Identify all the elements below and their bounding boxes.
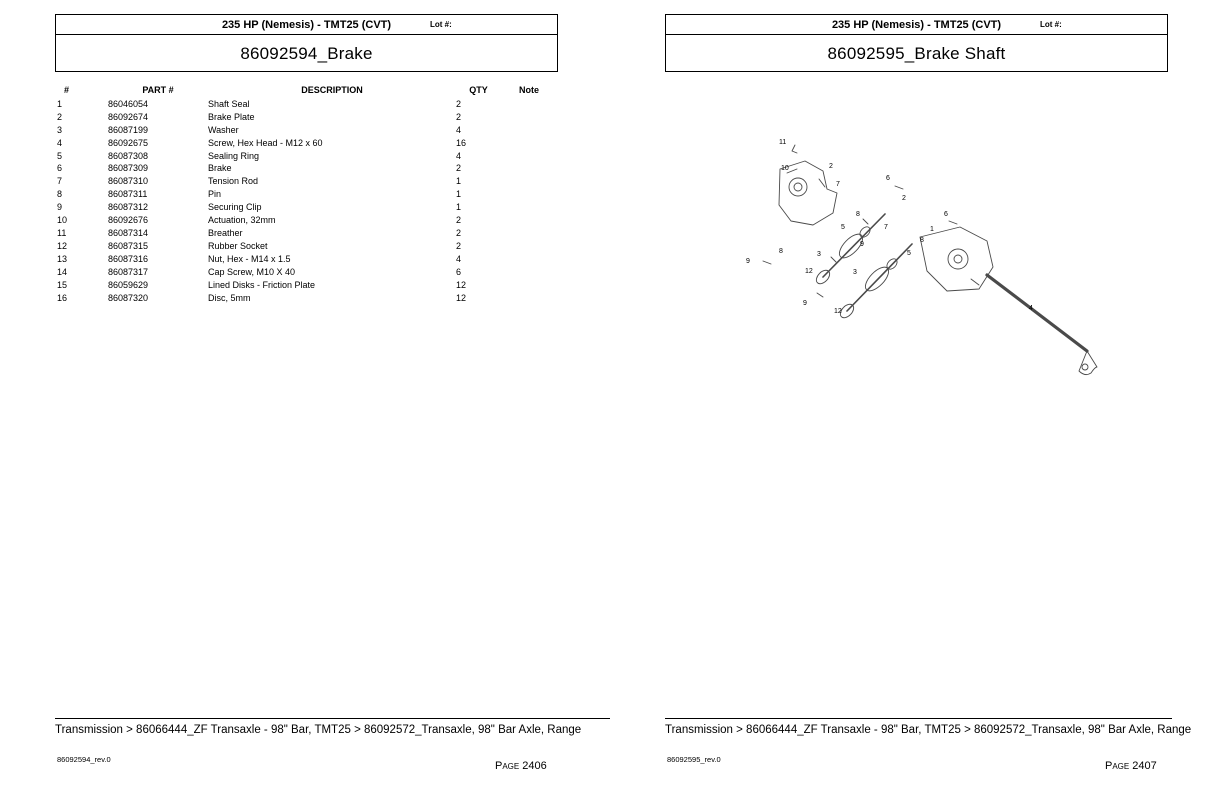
callout-label: 12	[834, 308, 842, 315]
qty: 2	[456, 240, 462, 251]
note	[501, 175, 557, 188]
page-title: 86092595_Brake Shaft	[827, 43, 1006, 63]
parts-table	[57, 84, 557, 304]
callout-label: 5	[841, 224, 845, 231]
row-number: 7	[57, 176, 63, 187]
note	[501, 162, 557, 175]
part-number: 86087315	[108, 240, 149, 251]
page-word: Page	[1105, 760, 1130, 772]
row-number: 13	[57, 253, 68, 264]
row-number: 12	[57, 240, 68, 251]
description: Actuation, 32mm	[208, 215, 276, 226]
description: Lined Disks - Friction Plate	[208, 279, 316, 290]
model-row	[666, 15, 1167, 35]
table-row	[57, 201, 557, 214]
row-number: 16	[57, 292, 68, 303]
note	[501, 150, 557, 163]
note	[501, 279, 557, 292]
revision-label: 86092594_rev.0	[57, 755, 111, 764]
description: Washer	[208, 124, 239, 135]
page-number-value: 2407	[1132, 760, 1157, 772]
description: Pin	[208, 189, 222, 200]
row-number: 10	[57, 215, 68, 226]
note	[501, 253, 557, 266]
row-number: 9	[57, 202, 63, 213]
table-row	[57, 227, 557, 240]
description: Brake	[208, 163, 232, 174]
part-number: 86087199	[108, 124, 149, 135]
callout-label: 2	[902, 195, 906, 202]
part-number: 86092676	[108, 215, 149, 226]
qty: 1	[456, 189, 462, 200]
description: Screw, Hex Head - M12 x 60	[208, 137, 323, 148]
qty: 4	[456, 124, 462, 135]
column-header-number: #	[64, 85, 70, 95]
qty: 2	[456, 227, 462, 238]
lot-label: Lot #:	[1040, 20, 1062, 29]
note	[501, 188, 557, 201]
callout-label: 1	[930, 226, 934, 233]
catalog-page-right	[665, 0, 1210, 792]
row-number: 8	[57, 189, 63, 200]
qty: 4	[456, 150, 462, 161]
callout-label: 4	[1029, 305, 1033, 312]
qty: 4	[456, 253, 462, 264]
callout-label: 10	[781, 165, 789, 172]
callout-label: 5	[907, 250, 911, 257]
description: Nut, Hex - M14 x 1.5	[208, 253, 291, 264]
part-number: 86087310	[108, 176, 149, 187]
callout-label: 8	[856, 211, 860, 218]
page-number	[1105, 760, 1157, 772]
table-row	[57, 150, 557, 163]
note	[501, 124, 557, 137]
table-row	[57, 137, 557, 150]
row-number: 3	[57, 124, 63, 135]
breadcrumb: Transmission > 86066444_ZF Transaxle - 98" Bar, TMT25 > 86092572_Transaxle, 98" Bar Axle, Range	[55, 724, 582, 736]
qty: 6	[456, 266, 462, 277]
table-row	[57, 214, 557, 227]
note	[501, 111, 557, 124]
callout-label: 3	[853, 269, 857, 276]
title-row	[56, 35, 557, 72]
description: Securing Clip	[208, 202, 262, 213]
qty: 1	[456, 176, 462, 187]
qty: 12	[456, 292, 467, 303]
page-word: Page	[495, 760, 520, 772]
qty: 2	[456, 98, 462, 109]
description: Rubber Socket	[208, 240, 268, 251]
qty: 2	[456, 215, 462, 226]
parts-table-body	[57, 98, 557, 305]
row-number: 1	[57, 98, 63, 109]
callout-label: 2	[829, 163, 833, 170]
part-number: 86087312	[108, 202, 149, 213]
row-number: 15	[57, 279, 68, 290]
qty: 1	[456, 202, 462, 213]
table-row	[57, 279, 557, 292]
table-row	[57, 240, 557, 253]
description: Tension Rod	[208, 176, 259, 187]
table-row	[57, 124, 557, 137]
part-number: 86087314	[108, 227, 149, 238]
row-number: 2	[57, 111, 63, 122]
note	[501, 214, 557, 227]
page-number-value: 2406	[522, 760, 547, 772]
callout-label: 11	[779, 139, 787, 146]
column-header-qty: QTY	[469, 85, 488, 95]
table-row	[57, 188, 557, 201]
column-header-description: DESCRIPTION	[301, 85, 363, 95]
callout-label: 3	[817, 251, 821, 258]
header-box	[55, 14, 558, 72]
callout-label: 7	[836, 181, 840, 188]
model-title: 235 HP (Nemesis) - TMT25 (CVT)	[831, 19, 1002, 31]
description: Breather	[208, 227, 243, 238]
note	[501, 240, 557, 253]
callout-label: 7	[884, 224, 888, 231]
note	[501, 292, 557, 305]
part-number: 86087317	[108, 266, 149, 277]
title-row	[666, 35, 1167, 72]
catalog-page-left	[55, 0, 611, 792]
table-row	[57, 292, 557, 305]
footer-divider	[665, 718, 1172, 719]
row-number: 5	[57, 150, 63, 161]
breadcrumb: Transmission > 86066444_ZF Transaxle - 98" Bar, TMT25 > 86092572_Transaxle, 98" Bar Axle, Range	[665, 724, 1192, 736]
description: Sealing Ring	[208, 150, 260, 161]
table-row	[57, 175, 557, 188]
part-number: 86092675	[108, 137, 149, 148]
table-row	[57, 98, 557, 111]
callout-label: 8	[779, 248, 783, 255]
model-title: 235 HP (Nemesis) - TMT25 (CVT)	[221, 19, 392, 31]
row-number: 6	[57, 163, 63, 174]
footer-divider	[55, 718, 610, 719]
table-row	[57, 266, 557, 279]
row-number: 11	[57, 227, 67, 238]
lot-label: Lot #:	[430, 20, 452, 29]
part-number: 86087320	[108, 292, 149, 303]
note	[501, 201, 557, 214]
note	[501, 227, 557, 240]
table-row	[57, 162, 557, 175]
callout-label: 12	[805, 268, 813, 275]
callout-label: 9	[746, 258, 750, 265]
page-title: 86092594_Brake	[240, 43, 373, 63]
table-row	[57, 111, 557, 124]
note	[501, 266, 557, 279]
part-number: 86046054	[108, 98, 149, 109]
callout-label: 6	[944, 211, 948, 218]
row-number: 14	[57, 266, 68, 277]
header-box	[665, 14, 1168, 72]
column-header-part: PART #	[142, 85, 174, 95]
qty: 16	[456, 137, 467, 148]
qty: 2	[456, 111, 462, 122]
note	[501, 98, 557, 111]
qty: 12	[456, 279, 467, 290]
exploded-diagram-art	[735, 129, 1155, 394]
parts-table-header	[57, 84, 557, 97]
row-number: 4	[57, 137, 63, 148]
qty: 2	[456, 163, 462, 174]
part-number: 86092674	[108, 111, 149, 122]
part-number: 86087311	[108, 189, 148, 200]
part-number: 86087316	[108, 253, 149, 264]
part-number: 86087309	[108, 163, 149, 174]
description: Shaft Seal	[208, 98, 250, 109]
callout-label: 6	[886, 175, 890, 182]
table-row	[57, 253, 557, 266]
part-number: 86087308	[108, 150, 149, 161]
callout-label: 8	[920, 237, 924, 244]
revision-label: 86092595_rev.0	[667, 755, 721, 764]
exploded-diagram	[735, 129, 1155, 394]
description: Cap Screw, M10 X 40	[208, 266, 296, 277]
page-number	[495, 760, 547, 772]
note	[501, 137, 557, 150]
model-row	[56, 15, 557, 35]
description: Disc, 5mm	[208, 292, 251, 303]
callout-label: 9	[803, 300, 807, 307]
description: Brake Plate	[208, 111, 255, 122]
part-number: 86059629	[108, 279, 149, 290]
callout-label: 9	[860, 241, 864, 248]
column-header-note: Note	[519, 85, 539, 95]
